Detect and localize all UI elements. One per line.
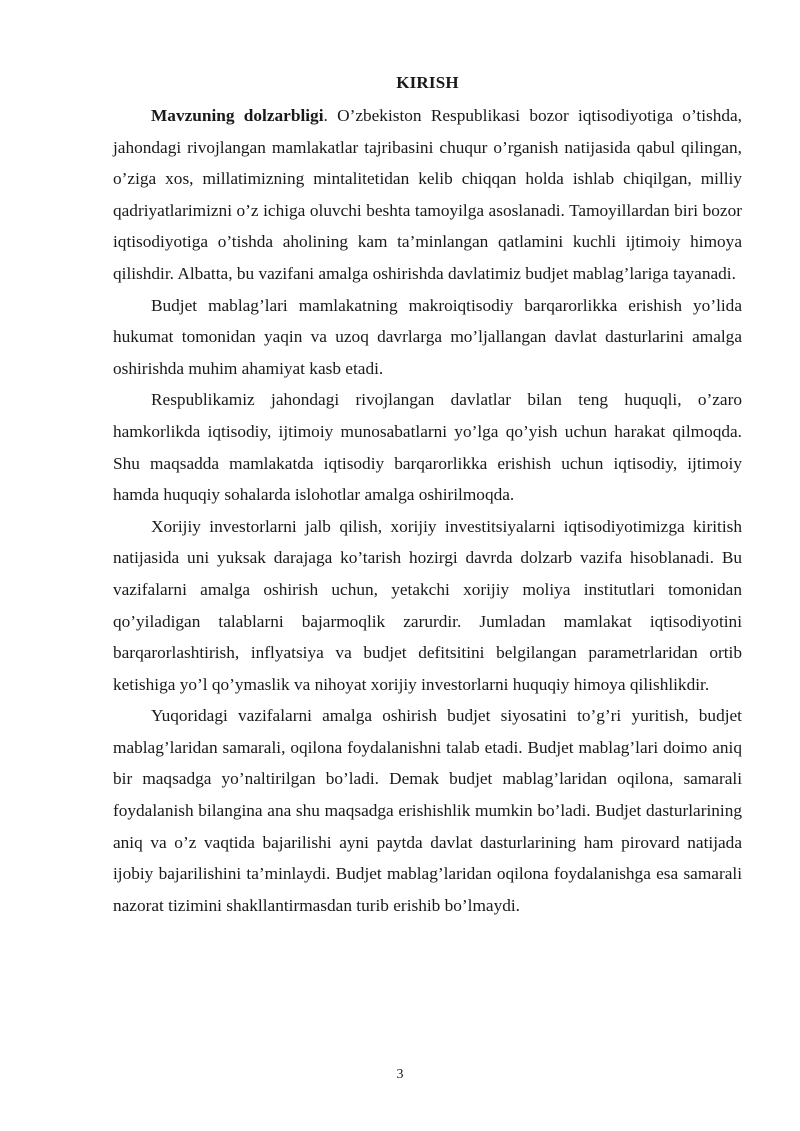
- paragraph-3: Respublikamiz jahondagi rivojlangan davlatlar bilan teng huquqli, o’zaro hamkorlikda iqtisodiy, ijtimoiy munosabatlarni yo’lga qo’yish uchun harakat qilmoqda. Shu maqsadda mamlakatda iqtisodiy barqarorlikka erishish uchun iqtisodiy, ijtimoiy hamda huquqiy sohalarda islohotlar amalga oshirilmoqda.: [113, 390, 742, 505]
- paragraph-text: . O’zbekiston Respublikasi bozor iqtisodiyotiga o’tishda, jahondagi rivojlangan mamlakatlar tajribasini chuqur o’rganish natijasida qabul qilingan, o’ziga xos, millatimizning mintalitetidan kelib chiqqan holda ishlab chiqilgan, milliy qadriyatlarimizni o’z ichiga oluvchi beshta tamoyilga asoslanadi. Tamoyillardan biri bozor iqtisodiyotiga o’tishda aholining kam ta’minlangan qatlamini kuchli ijtimoiy himoya qilishdir. Albatta, bu vazifani amalga oshirishda davlatimiz budjet mablag’lariga tayanadi.: [113, 106, 742, 283]
- paragraph-2: Budjet mablag’lari mamlakatning makroiqtisodiy barqarorlikka erishish yo’lida hukumat tomonidan yaqin va uzoq davrlarga mo’ljallangan davlat dasturlarini amalga oshirishda muhim ahamiyat kasb etadi.: [113, 295, 742, 378]
- paragraph-lead: Mavzuning dolzarbligi: [151, 106, 324, 125]
- section-heading: KIRISH: [396, 73, 459, 92]
- page-number: 3: [396, 1067, 404, 1082]
- document-page: [113, 72, 742, 921]
- paragraph-4: Xorijiy investorlarni jalb qilish, xorijiy investitsiyalarni iqtisodiyotimizga kiritish natijasida uni yuksak darajaga ko’tarish hozirgi davrda dolzarb vazifa hisoblanadi. Bu vazifalarni amalga oshirish uchun, yetakchi xorijiy moliya institutlari tomonidan qo’yiladigan talablarni bajarmoqlik zarurdir. Jumladan mamlakat iqtisodiyotini barqarorlashtirish, inflyatsiya va budjet defitsitini belgilangan parametrlaridan ortib ketishiga yo’l qo’ymaslik va nihoyat xorijiy investorlarni huquqiy himoya qilishlikdir.: [113, 516, 742, 694]
- paragraph-5: Yuqoridagi vazifalarni amalga oshirish budjet siyosatini to’g’ri yuritish, budjet mablag’laridan samarali, oqilona foydalanishni talab etadi. Budjet mablag’lari doimo aniq bir maqsadga yo’naltirilgan bo’ladi. Demak budjet mablag’laridan oqilona, samarali foydalanish bilangina ana shu maqsadga erishishlik mumkin bo’ladi. Budjet dasturlarining aniq va o’z vaqtida bajarilishi ayni paytda davlat dasturlarining ham pirovard natijada ijobiy bajarilishini ta’minlaydi. Budjet mablag’laridan oqilona foydalanishga esa samarali nazorat tizimini shakllantirmasdan turib erishib bo’lmaydi.: [113, 706, 742, 915]
- paragraph-1: [113, 100, 742, 290]
